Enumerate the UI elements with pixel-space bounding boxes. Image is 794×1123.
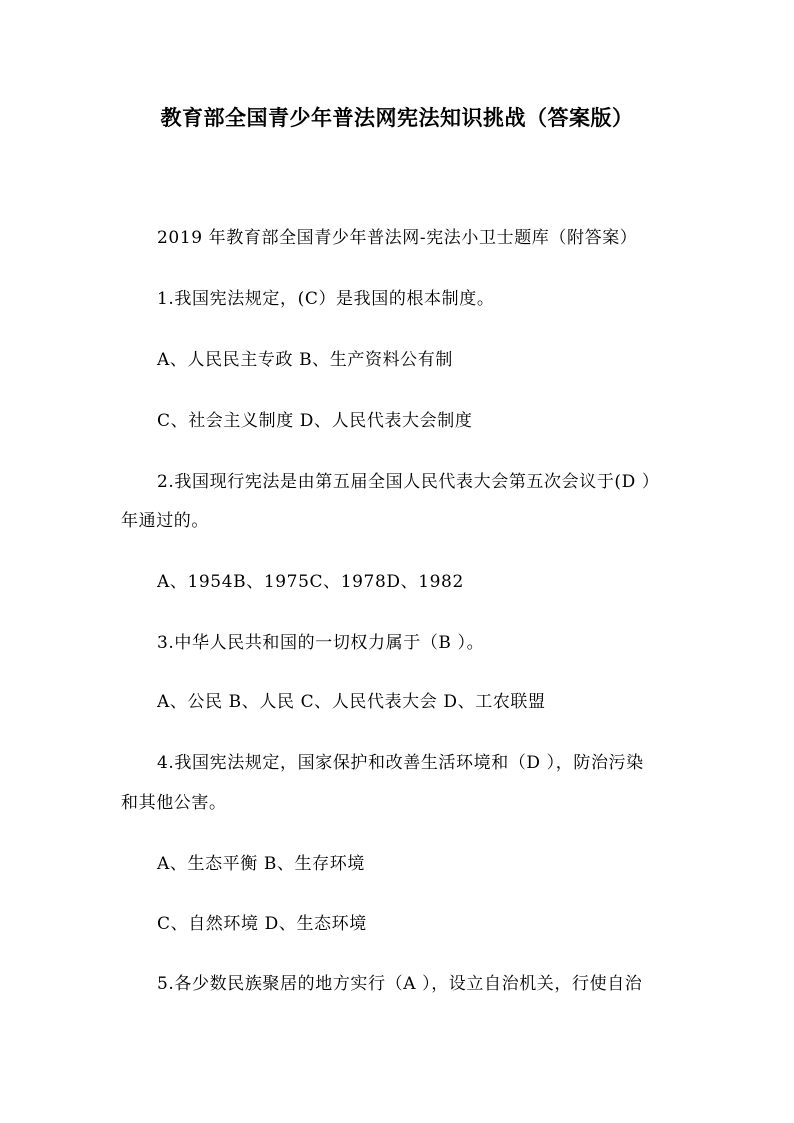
question-4-options-ab: A、生态平衡 B、生存环境 bbox=[157, 854, 365, 874]
question-1-options-cd: C、社会主义制度 D、人民代表大会制度 bbox=[157, 411, 473, 431]
question-3-options: A、公民 B、人民 C、人民代表大会 D、工农联盟 bbox=[157, 692, 546, 712]
intro-line: 2019 年教育部全国青少年普法网-宪法小卫士题库（附答案） bbox=[157, 228, 638, 248]
question-2-options: A、1954B、1975C、1978D、1982 bbox=[157, 572, 464, 592]
question-1-options-ab: A、人民民主专政 B、生产资料公有制 bbox=[157, 350, 453, 370]
question-4: 4.我国宪法规定，国家保护和改善生活环境和（D ），防治污染 bbox=[157, 753, 644, 773]
question-4-continued: 和其他公害。 bbox=[121, 793, 227, 813]
question-4-options-cd: C、自然环境 D、生态环境 bbox=[157, 914, 367, 934]
document-title: 教育部全国青少年普法网宪法知识挑战（答案版） bbox=[160, 106, 634, 130]
question-1: 1.我国宪法规定，(C）是我国的根本制度。 bbox=[157, 289, 495, 309]
question-5: 5.各少数民族聚居的地方实行（A ），设立自治机关，行使自治 bbox=[157, 974, 643, 994]
question-2: 2.我国现行宪法是由第五届全国人民代表大会第五次会议于(D ） bbox=[157, 472, 660, 492]
question-2-continued: 年通过的。 bbox=[121, 511, 209, 531]
question-3: 3.中华人民共和国的一切权力属于（B ）。 bbox=[157, 633, 485, 653]
